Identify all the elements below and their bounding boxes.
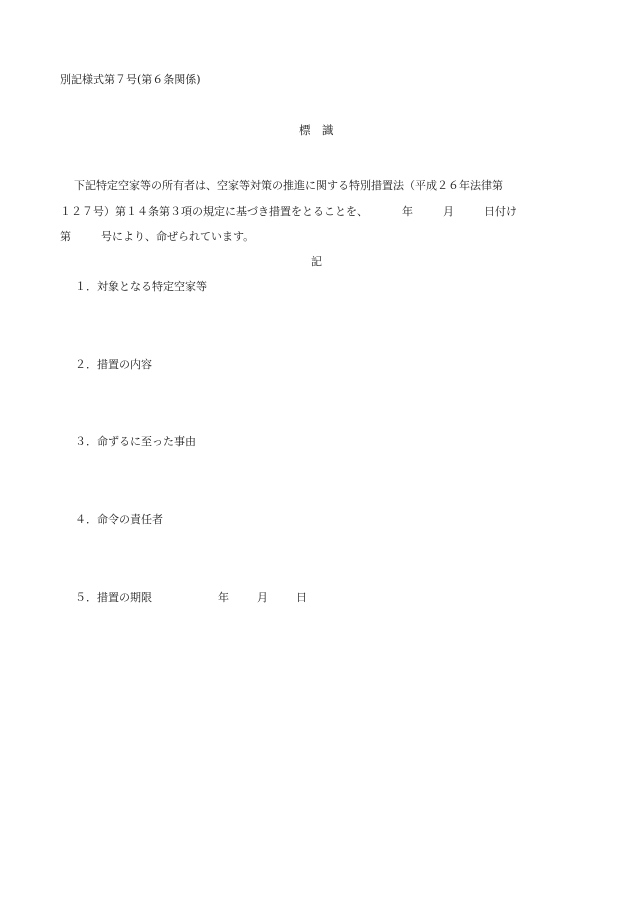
item-deadline xyxy=(75,592,307,603)
item-reason: ３．命ずるに至った事由 xyxy=(75,435,196,448)
deadline-day-label: 日 xyxy=(296,591,307,604)
date-year-label: 年 xyxy=(402,205,413,218)
item-deadline-label: ５．措置の期限 xyxy=(75,591,152,604)
body-line-2-text: １２７号）第１４条第３項の規定に基づき措置をとることを、 xyxy=(60,205,368,218)
date-day-label: 日付け xyxy=(484,205,517,218)
item-measure-content: ２．措置の内容 xyxy=(75,358,152,371)
body-line-3-dai: 第 xyxy=(60,230,71,243)
body-line-3 xyxy=(60,231,254,242)
body-line-3-text: 号により、命ぜられています。 xyxy=(101,230,255,243)
ki-heading: 記 xyxy=(311,255,322,268)
item-target-property: １．対象となる特定空家等 xyxy=(75,280,207,293)
body-line-1: 下記特定空家等の所有者は、空家等対策の推進に関する特別措置法（平成２６年法律第 xyxy=(74,179,503,192)
document-title: 標 識 xyxy=(299,123,334,137)
body-line-2 xyxy=(60,206,517,217)
date-month-label: 月 xyxy=(443,205,454,218)
item-responsible-person: ４．命令の責任者 xyxy=(75,513,163,526)
form-number: 別記様式第７号(第６条関係) xyxy=(60,73,201,86)
deadline-month-label: 月 xyxy=(257,591,268,604)
deadline-year-label: 年 xyxy=(218,591,229,604)
